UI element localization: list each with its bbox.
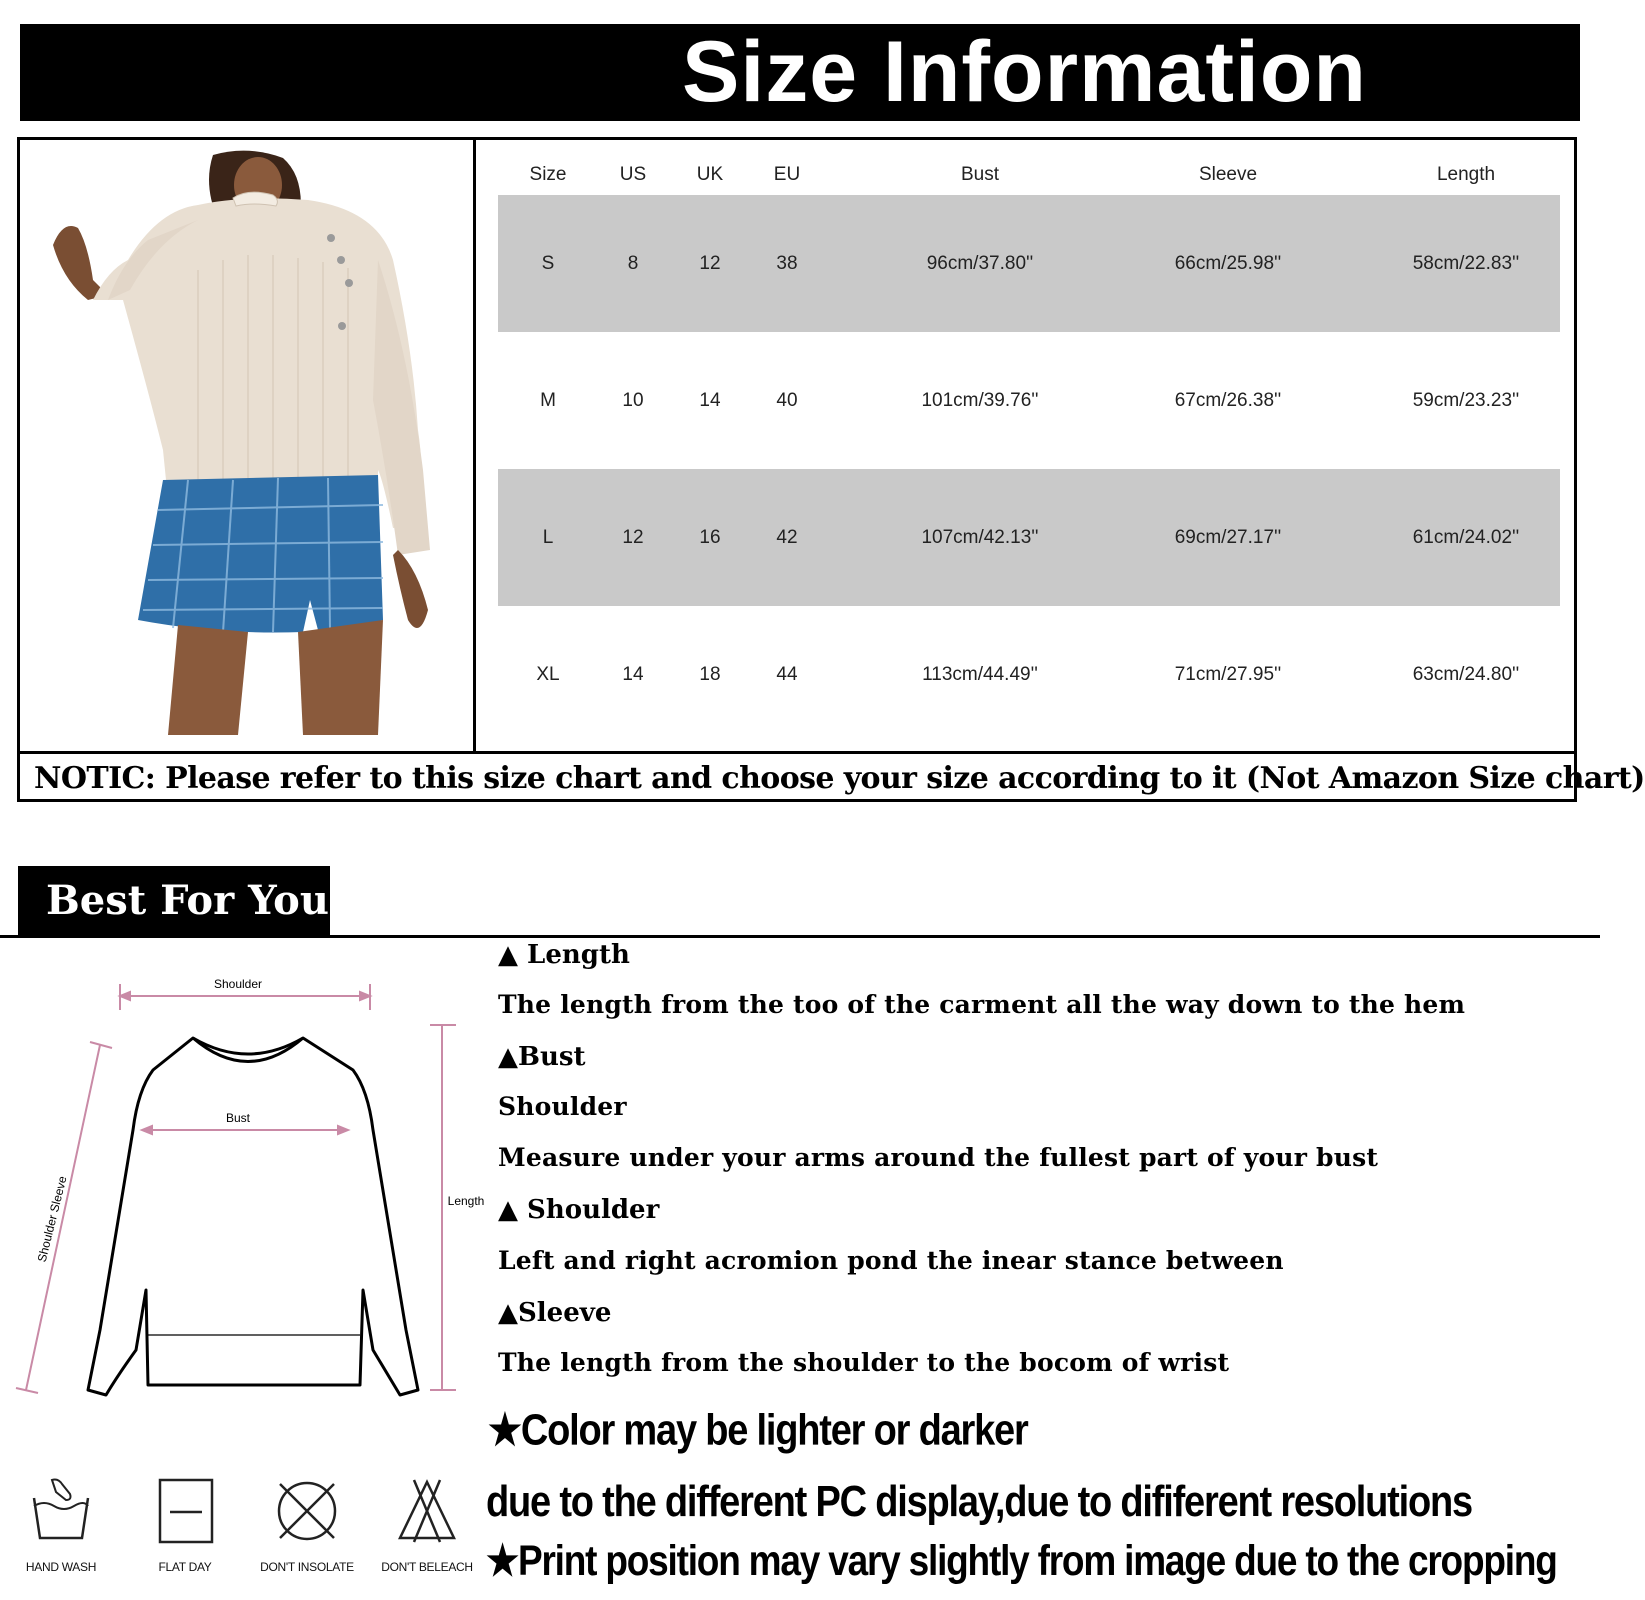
page-title: Size Information bbox=[682, 24, 1367, 120]
table-row bbox=[498, 606, 1560, 743]
care-label: DON'T BELEACH bbox=[381, 1560, 473, 1574]
bust-description: Measure under your arms around the fullest part of your bust bbox=[498, 1143, 1379, 1172]
bust-heading: ▲Bust bbox=[498, 1042, 586, 1072]
column-header: Bust bbox=[960, 164, 1000, 185]
cell-bust: 107cm/42.13'' bbox=[921, 526, 1039, 548]
diagram-label: Shoulder Sleeve bbox=[34, 1174, 70, 1264]
diagram-label: Length bbox=[447, 1194, 485, 1208]
cell-sleeve: 67cm/26.38'' bbox=[1174, 389, 1282, 411]
column-header: Length bbox=[1436, 164, 1496, 185]
cell-eu: 40 bbox=[776, 389, 798, 411]
cell-bust: 96cm/37.80'' bbox=[926, 252, 1034, 274]
color-note-detail: due to the different PC display,due to dififerent resolutions bbox=[486, 1478, 1472, 1527]
column-header: Size bbox=[529, 164, 567, 185]
sleeve-description: The length from the shoulder to the bocom of wrist bbox=[498, 1348, 1230, 1377]
cell-length: 61cm/24.02'' bbox=[1412, 526, 1520, 548]
column-header: US bbox=[619, 164, 647, 185]
cell-bust: 101cm/39.76'' bbox=[921, 389, 1039, 411]
care-label: HAND WASH bbox=[25, 1560, 97, 1574]
cell-sleeve: 66cm/25.98'' bbox=[1174, 252, 1282, 274]
cell-uk: 14 bbox=[699, 389, 721, 411]
cell-sleeve: 69cm/27.17'' bbox=[1174, 526, 1282, 548]
section-divider bbox=[0, 935, 1600, 938]
cell-uk: 18 bbox=[699, 663, 721, 685]
print-note: ★Print position may vary slightly from image due to the cropping bbox=[486, 1537, 1557, 1585]
best-for-you-tab bbox=[18, 866, 330, 936]
cell-size: M bbox=[540, 389, 556, 411]
cell-us: 14 bbox=[622, 663, 644, 685]
cell-us: 8 bbox=[627, 252, 639, 274]
model-photo bbox=[48, 150, 468, 735]
hand-wash-icon bbox=[26, 1476, 96, 1546]
cell-eu: 44 bbox=[776, 663, 798, 685]
cell-eu: 38 bbox=[776, 252, 798, 274]
care-hand-wash bbox=[6, 1476, 116, 1574]
cell-us: 10 bbox=[622, 389, 644, 411]
dont-insolate-icon bbox=[272, 1476, 342, 1546]
cell-length: 58cm/22.83'' bbox=[1412, 252, 1520, 274]
size-notice: NOTIC: Please refer to this size chart and choose your size according to it (Not Amazon Size chart) bbox=[34, 761, 1645, 796]
cell-size: S bbox=[541, 252, 555, 274]
cell-size: L bbox=[542, 526, 554, 548]
length-heading: ▲ Length bbox=[498, 940, 630, 970]
table-row bbox=[498, 332, 1560, 469]
dont-bleach-icon bbox=[392, 1476, 462, 1546]
column-header: EU bbox=[773, 164, 801, 185]
chart-divider bbox=[473, 137, 476, 753]
care-dont-insolate bbox=[252, 1476, 362, 1574]
title-bar bbox=[20, 24, 1580, 121]
chart-divider bbox=[17, 751, 1577, 754]
care-flat-dry bbox=[130, 1476, 240, 1574]
cell-eu: 42 bbox=[776, 526, 798, 548]
cell-length: 63cm/24.80'' bbox=[1412, 663, 1520, 685]
cell-us: 12 bbox=[622, 526, 644, 548]
sleeve-heading: ▲Sleeve bbox=[498, 1298, 612, 1328]
cell-uk: 12 bbox=[699, 252, 721, 274]
shoulder-heading: ▲ Shoulder bbox=[498, 1195, 660, 1225]
care-dont-bleach bbox=[372, 1476, 482, 1574]
table-row bbox=[498, 469, 1560, 606]
color-note-title: ★Color may be lighter or darker bbox=[488, 1406, 1028, 1455]
section-title: Best For You bbox=[46, 877, 329, 924]
cell-length: 59cm/23.23'' bbox=[1412, 389, 1520, 411]
flat-dry-icon bbox=[150, 1476, 220, 1546]
column-header: UK bbox=[696, 164, 724, 185]
length-description: The length from the too of the carment all the way down to the hem bbox=[498, 990, 1466, 1019]
cell-bust: 113cm/44.49'' bbox=[922, 663, 1038, 685]
shoulder-description: Left and right acromion pond the inear stance between bbox=[498, 1246, 1284, 1275]
cell-uk: 16 bbox=[699, 526, 721, 548]
cell-sleeve: 71cm/27.95'' bbox=[1174, 663, 1282, 685]
cell-size: XL bbox=[536, 663, 560, 685]
measurement-diagram bbox=[8, 977, 488, 1430]
diagram-label: Shoulder bbox=[213, 977, 263, 991]
column-header: Sleeve bbox=[1198, 164, 1258, 185]
table-header bbox=[498, 157, 1560, 193]
diagram-label: Bust bbox=[225, 1111, 251, 1125]
table-row bbox=[498, 195, 1560, 332]
care-label: FLAT DAY bbox=[158, 1560, 212, 1574]
care-label: DON'T INSOLATE bbox=[260, 1560, 354, 1574]
bust-subheading: Shoulder bbox=[498, 1092, 627, 1121]
